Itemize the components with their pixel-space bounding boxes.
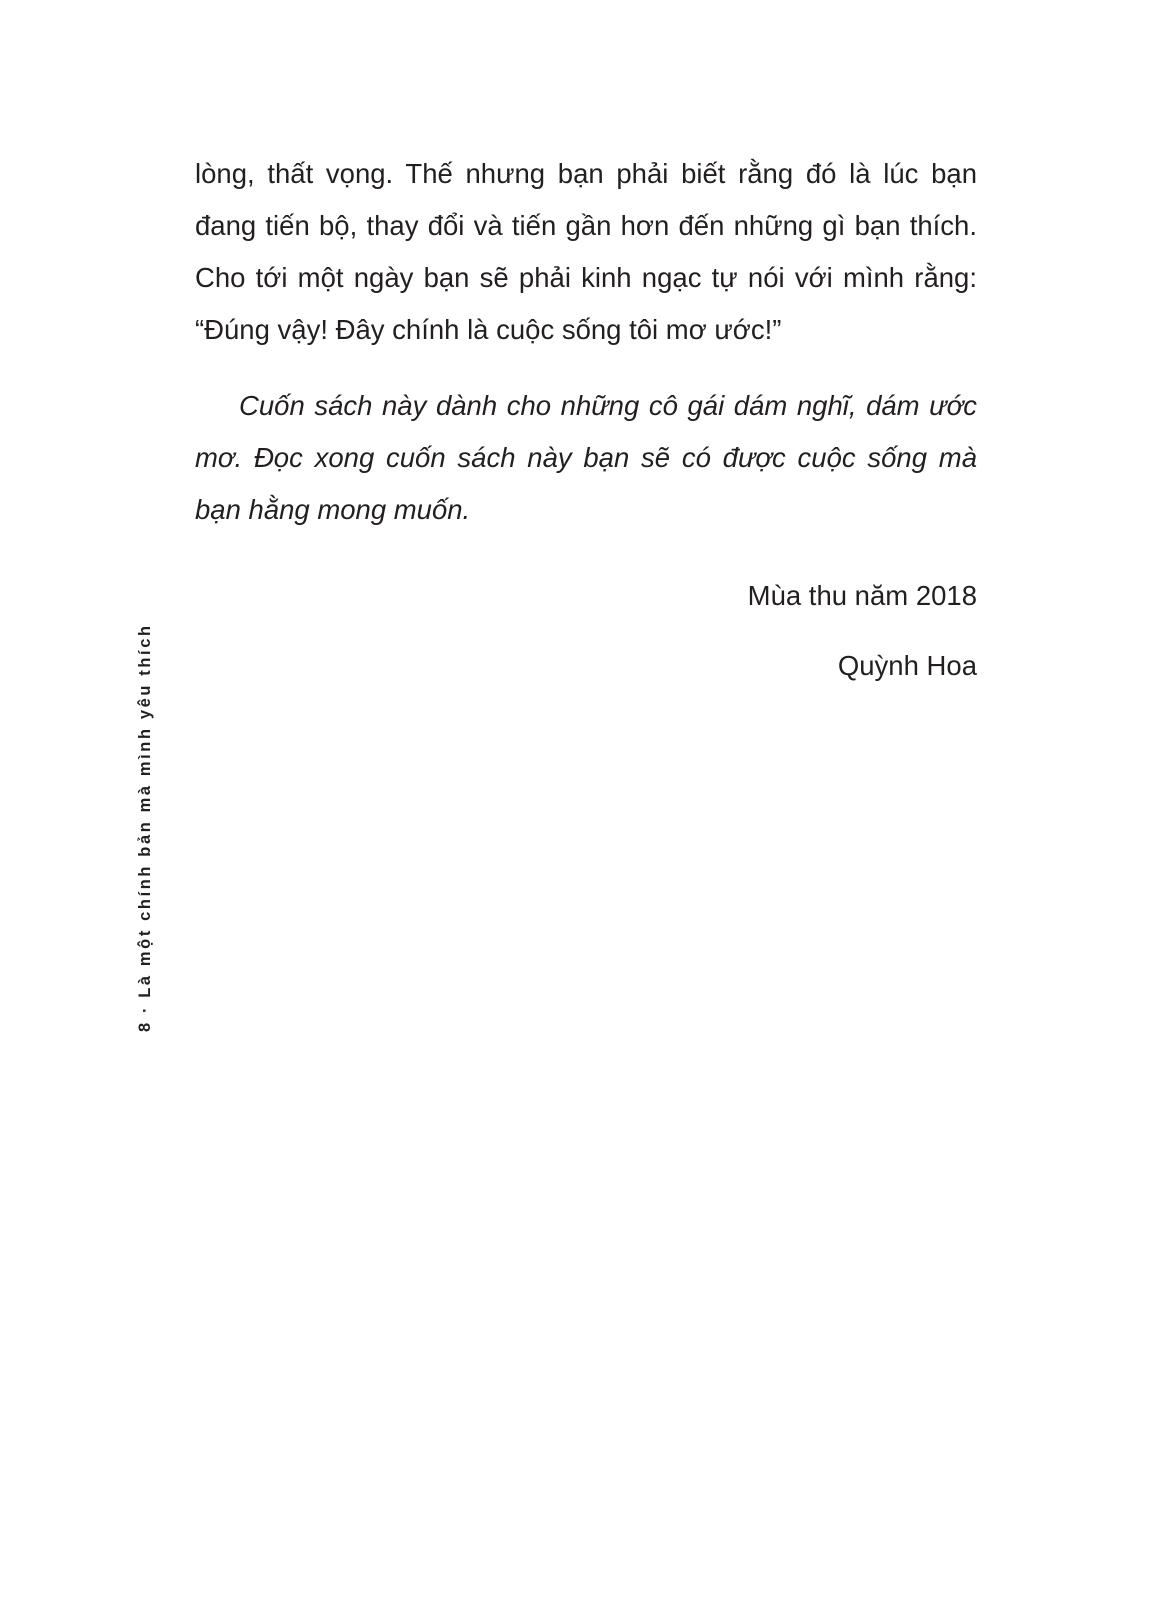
running-header-text: 8 · Là một chính bản mà mình yêu thích [135,623,154,1032]
paragraph-continuation: lòng, thất vọng. Thế nhưng bạn phải biết rằng đó là lúc bạn đang tiến bộ, thay đổi và tiến gần hơn đến những gì bạn thích. Cho tới một ngày bạn sẽ phải kinh ngạc tự nói với mình rằng: “Đúng vậy! Đây chính là cuộc sống tôi mơ ước!” [195,158,977,345]
paragraph-dedication-text: Cuốn sách này dành cho những cô gái dám nghĩ, dám ước mơ. Đọc xong cuốn sách này bạn sẽ có được cuộc sống mà bạn hằng mong muốn. [195,390,977,525]
signoff-block [195,570,977,692]
signoff-date: Mùa thu năm 2018 [747,580,977,611]
paragraph-dedication [195,380,977,536]
signoff-author: Quỳnh Hoa [837,650,977,681]
running-header [125,0,165,1607]
page-text-column [195,148,977,692]
